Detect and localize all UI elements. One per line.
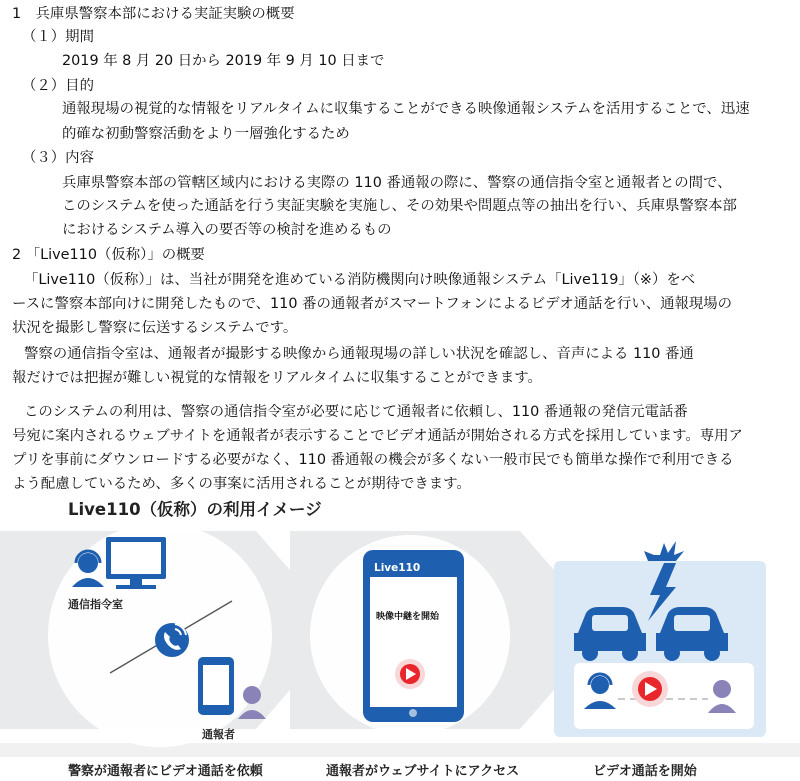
play-button-icon [395, 659, 425, 689]
step1-caption: 警察が通報者にビデオ通話を依頼 [68, 764, 263, 779]
p1-line-2: ースに警察本部向けに開発したもので、110 番の通報者がスマートフォンによるビデオ通話を行い、通報現場の [12, 296, 733, 312]
p2-line-1: 警察の通信指令室は、通報者が撮影する映像から通報現場の詳しい状況を確認し、音声による 110 番通 [24, 346, 694, 362]
p3-line-2: 号宛に案内されるウェブサイトを通報者が表示することでビデオ通話が開始される方式を採用しています。専用ア [12, 428, 743, 444]
phone-screen-text: 映像中継を開始 [376, 612, 440, 622]
purpose-label: （２）目的 [22, 78, 94, 94]
p2-line-2: 報だけでは把握が難しい視覚的な情報をリアルタイムに収集することができます。 [12, 370, 542, 386]
usage-diagram [0, 525, 800, 757]
collision-burst-icon [644, 541, 684, 561]
period-label: （１）期間 [22, 29, 94, 45]
phone-mockup [363, 550, 464, 722]
section2-heading: 2 「Live110（仮称）」の概要 [12, 247, 205, 263]
video-play-icon [632, 671, 668, 707]
smartphone-icon [198, 657, 234, 715]
step2-caption: 通報者がウェブサイトにアクセス [326, 764, 520, 779]
p3-line-3: プリを事前にダウンロードする必要がなく、110 番通報の機会が多くない一般市民でも簡単な操作で利用できる [12, 452, 734, 468]
phone-call-icon [155, 623, 189, 657]
content-line-3: におけるシステム導入の要否等の検討を進めるもの [62, 222, 392, 238]
period-text: 2019 年 8 月 20 日から 2019 年 9 月 10 日まで [62, 53, 385, 69]
p3-line-1: このシステムの利用は、警察の通信指令室が必要に応じて通報者に依頼し、110 番通報の発信元電話番 [24, 404, 688, 420]
figure-title: Live110（仮称）の利用イメージ [68, 500, 322, 519]
content-line-2: このシステムを使った通話を行う実証実験を実施し、その効果や問題点等の抽出を行い、兵庫県警察本部 [62, 198, 737, 214]
p3-line-4: よう配慮しているため、多くの事案に活用されることが期待できます。 [12, 476, 471, 492]
content-line-1: 兵庫県警察本部の管轄区域内における実際の 110 番通報の際に、警察の通信指令室と通報者との間で、 [62, 175, 732, 191]
content-label: （３）内容 [22, 150, 94, 166]
purpose-line-1: 通報現場の視覚的な情報をリアルタイムに収集することができる映像通報システムを活用することで、迅速 [62, 101, 750, 117]
purpose-line-2: 的確な初動警察活動をより一層強化するため [62, 126, 350, 142]
section1-heading: 1 兵庫県警察本部における実証実験の概要 [12, 6, 295, 22]
command-room-label: 通信指令室 [68, 598, 123, 611]
p1-line-3: 状況を撮影し警察に伝送するシステムです。 [12, 320, 298, 336]
reporter-label: 通報者 [202, 728, 235, 741]
step3-caption: ビデオ通話を開始 [593, 764, 697, 779]
phone-app-name: Live110 [374, 562, 421, 574]
p1-line-1: 「Live110（仮称）」は、当社が開発を進めている消防機関向け映像通報システム「Live119」（※）をベ [24, 272, 696, 288]
